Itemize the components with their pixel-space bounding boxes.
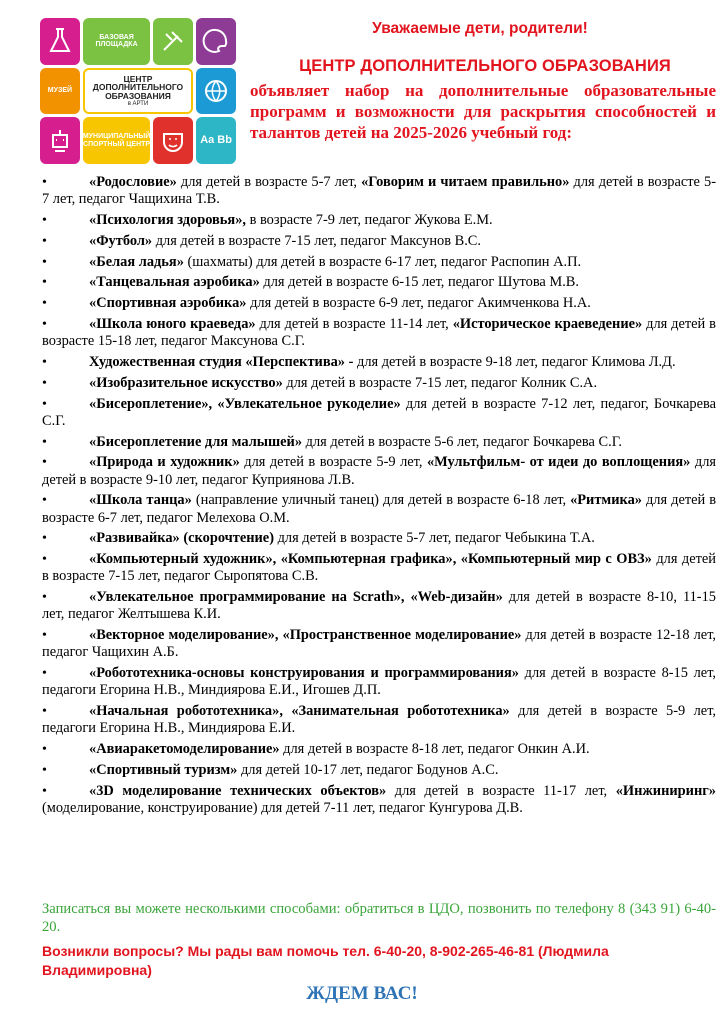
- program-title: «Историческое краеведение»: [452, 315, 643, 332]
- program-details: для детей в возрасте 5-7 лет,: [176, 174, 362, 190]
- program-title: «Бисероплетение», «Увлекательное рукоделие»: [89, 395, 401, 412]
- program-title: «Психология здоровья»,: [89, 212, 246, 228]
- program-item: [42, 434, 716, 451]
- logo-center: [83, 68, 193, 115]
- logo-center-line1: ЦЕНТР: [123, 73, 153, 84]
- program-title: «Робототехника-основы конструирования и программирования»: [89, 665, 519, 682]
- enrollment-info: Записаться вы можете несколькими способами: обратиться в ЦДО, позвонить по телефону 8 (343 91) 6-40-20.: [42, 901, 716, 935]
- organization-logo: [40, 18, 236, 164]
- program-item: [42, 627, 716, 661]
- program-item: [42, 396, 716, 430]
- program-details: для детей в возрасте 9-18 лет, педагог Климова Л.Д.: [353, 353, 676, 370]
- program-details: для детей в возрасте 12-18 лет, педагог Чащихин А.Б.: [42, 627, 716, 661]
- logo-tile-sport-label: МУНИЦИПАЛЬНЫЙ СПОРТНЫЙ ЦЕНТР: [82, 133, 151, 148]
- program-details: (направление уличный танец) для детей в возрасте 6-18 лет,: [191, 492, 571, 509]
- globe-icon: [201, 76, 231, 106]
- program-title: «Изобразительное искусство»: [89, 374, 283, 391]
- logo-tile-museum-label: МУЗЕЙ: [47, 87, 73, 95]
- program-title: «Говорим и читаем правильно»: [361, 174, 570, 190]
- program-details: для детей в возрасте 5-6 лет, педагог Бочкарева С.Г.: [302, 433, 622, 450]
- programs-list: [42, 174, 716, 821]
- program-title: «Мультфильм- от идеи до воплощения»: [426, 454, 691, 471]
- program-item: [42, 741, 716, 758]
- logo-tile-letters: [196, 117, 236, 164]
- logo-center-line2: ДОПОЛНИТЕЛЬНОГО: [92, 82, 184, 93]
- tools-icon: [158, 26, 188, 56]
- program-item: [42, 530, 716, 547]
- program-details: для детей в возрасте 8-15 лет, педагоги Егорина Н.В., Миндиярова Е.И., Игошев Д.П.: [42, 665, 716, 699]
- program-title: «Спортивная аэробика»: [89, 295, 247, 312]
- program-details: для детей в возрасте 11-17 лет,: [386, 782, 616, 799]
- program-details: для детей 10-17 лет, педагог Бодунов А.С.: [237, 761, 499, 778]
- program-item: [42, 783, 716, 817]
- program-title: «Авиаракетомоделирование»: [89, 741, 280, 758]
- program-title: Художественная студия «Перспектива» -: [89, 353, 354, 370]
- program-details: для детей в возрасте 7-15 лет, педагог Сыропятова С.В.: [42, 551, 716, 585]
- program-item: [42, 316, 716, 350]
- logo-tile-museum: [40, 68, 80, 115]
- logo-tile-base-label: БАЗОВАЯ ПЛОЩАДКА: [95, 33, 138, 49]
- logo-center-line3: ОБРАЗОВАНИЯ: [105, 90, 171, 101]
- program-title: «Природа и художник»: [89, 454, 240, 471]
- program-title: «Развивайка» (скорочтение): [89, 530, 274, 547]
- program-details: для детей в возрасте 5-7 лет, педагог Чащихина Т.В.: [42, 174, 716, 208]
- program-details: для детей в возрасте 7-15 лет, педагог Колник С.А.: [282, 374, 598, 391]
- contact-questions: Возникли вопросы? Мы рады вам помочь тел. 6-40-20, 8-902-265-46-81 (Людмила Владимировна): [42, 943, 609, 978]
- program-title: «Начальная робототехника», «Занимательная робототехника»: [89, 703, 510, 720]
- program-item: [42, 274, 716, 291]
- flask-icon: [43, 26, 77, 56]
- program-item: [42, 762, 716, 779]
- program-title: «Векторное моделирование», «Пространственное моделирование»: [89, 627, 522, 644]
- program-details: для детей в возрасте 8-10, 11-15 лет, педагог Желтышева К.И.: [42, 589, 716, 623]
- program-details: в возрасте 7-9 лет, педагог Жукова Е.М.: [246, 212, 493, 228]
- logo-tile-lab: [40, 18, 80, 65]
- program-details: для детей в возрасте 9-10 лет, педагог Куприянова Л.В.: [42, 454, 716, 488]
- closing-slogan: ЖДЕМ ВАС!: [306, 983, 418, 1004]
- program-title: «Компьютерный художник», «Компьютерная графика», «Компьютерный мир с ОВЗ»: [89, 551, 652, 568]
- program-title: «Школа танца»: [89, 492, 192, 509]
- program-title: «3D моделирование технических объектов»: [89, 782, 387, 799]
- robot-icon: [45, 126, 75, 156]
- program-details: для детей в возрасте 11-14 лет,: [255, 315, 453, 332]
- program-item: [42, 254, 716, 271]
- palette-icon: [201, 26, 231, 56]
- program-item: [42, 492, 716, 526]
- program-item: [42, 703, 716, 737]
- program-details: для детей в возрасте 15-18 лет, педагог Максунова С.Г.: [42, 315, 716, 350]
- program-title: «Бисероплетение для малышей»: [89, 433, 303, 450]
- logo-tile-globe: [196, 68, 236, 115]
- program-item: [42, 665, 716, 699]
- program-title: «Школа юного краеведа»: [89, 315, 256, 332]
- program-title: «Увлекательное программирование на Scrath», «Web-дизайн»: [89, 589, 503, 606]
- program-item: [42, 174, 716, 208]
- program-details: для детей в возрасте 7-12 лет, педагог, Бочкарева С.Г.: [42, 395, 716, 429]
- logo-center-line4: в АРТИ: [127, 101, 149, 108]
- program-details: для детей в возрасте 7-15 лет, педагог Максунов В.С.: [152, 232, 482, 249]
- program-title: «Танцевальная аэробика»: [89, 274, 260, 291]
- logo-tile-letters-label: Aa Bb: [200, 133, 232, 146]
- logo-tile-base: [83, 18, 150, 65]
- program-details: (моделирование, конструирование) для детей 7-11 лет, педагог Кунгурова Д.В.: [42, 799, 523, 816]
- logo-tile-theatre: [153, 117, 193, 164]
- program-item: [42, 551, 716, 585]
- program-item: [42, 212, 716, 229]
- program-item: [42, 295, 716, 312]
- logo-tile-tools: [153, 18, 193, 65]
- program-item: [42, 375, 716, 392]
- program-item: [42, 233, 716, 250]
- program-details: для детей в возрасте 6-9 лет, педагог Акимченкова Н.А.: [246, 295, 591, 312]
- program-details: для детей в возрасте 5-9 лет, педагоги Егорина Н.В., Миндиярова Е.И.: [42, 703, 716, 737]
- program-title: «Родословие»: [89, 174, 177, 190]
- program-details: для детей в возрасте 5-7 лет, педагог Чебыкина Т.А.: [273, 530, 595, 547]
- program-details: для детей в возрасте 6-7 лет, педагог Мелехова О.М.: [42, 492, 717, 526]
- program-title: «Спортивный туризм»: [89, 761, 238, 778]
- organization-name: ЦЕНТР ДОПОЛНИТЕЛЬНОГО ОБРАЗОВАНИЯ: [299, 57, 671, 75]
- program-item: [42, 354, 716, 371]
- program-title: «Белая ладья»: [89, 253, 184, 270]
- program-details: для детей в возрасте 6-15 лет, педагог Шутова М.В.: [259, 274, 580, 291]
- program-details: (шахматы) для детей в возрасте 6-17 лет, педагог Распопин А.П.: [183, 253, 582, 270]
- program-item: [42, 454, 716, 488]
- intro-text: объявляет набор на дополнительные образовательные программ и возможности для раскрытия способностей и талантов детей на 2025-2026 учебный год:: [250, 81, 716, 142]
- program-title: «Футбол»: [89, 232, 153, 249]
- program-details: для детей в возрасте 8-18 лет, педагог Онкин А.И.: [279, 741, 590, 758]
- logo-tile-robot: [40, 117, 80, 164]
- logo-tile-sport: [83, 117, 150, 164]
- mask-icon: [158, 126, 188, 156]
- program-details: для детей в возрасте 5-9 лет,: [239, 454, 427, 471]
- program-title: «Инжиниринг»: [615, 782, 716, 799]
- program-item: [42, 589, 716, 623]
- program-title: «Ритмика»: [570, 492, 642, 509]
- greeting-heading: Уважаемые дети, родители!: [372, 20, 588, 37]
- logo-tile-art: [196, 18, 236, 65]
